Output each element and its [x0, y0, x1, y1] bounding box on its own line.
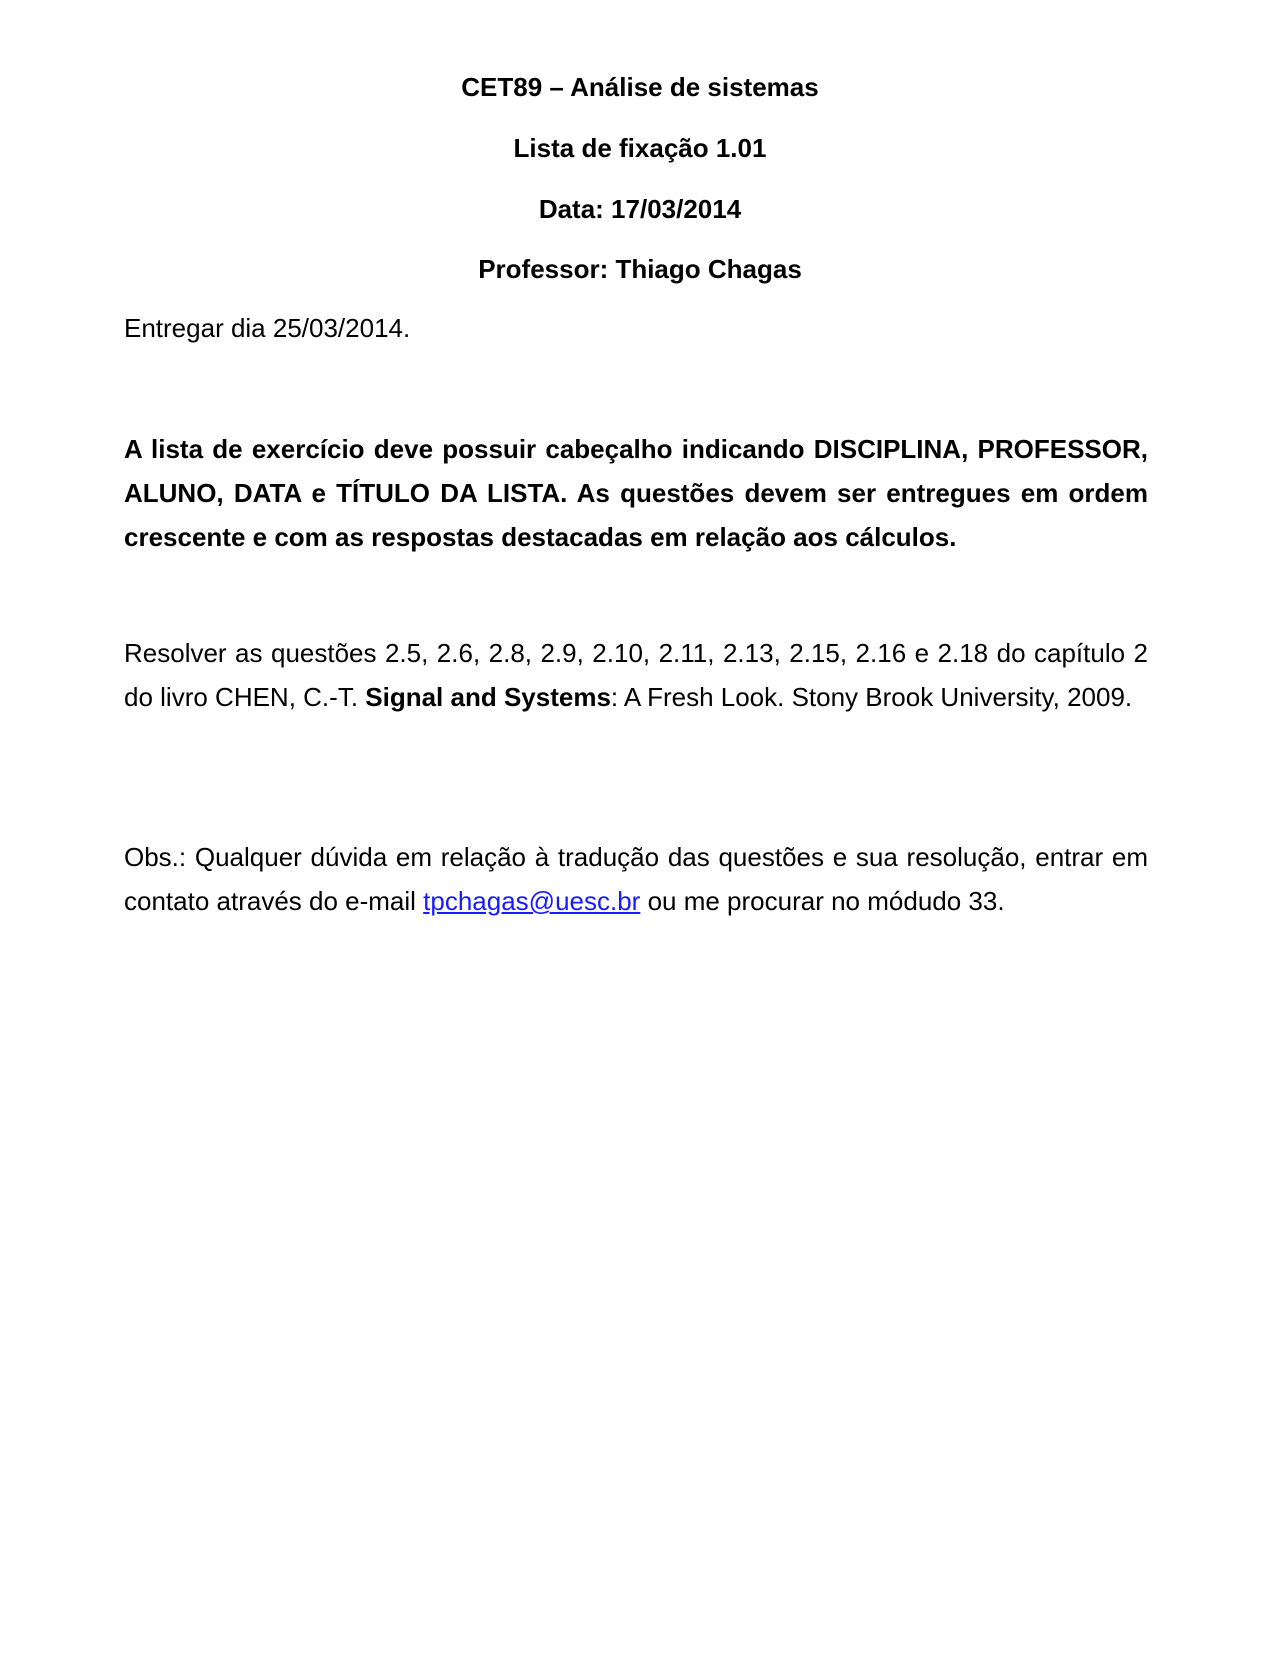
- book-title: Signal and Systems: [365, 682, 611, 712]
- assignment-prefix: Resolver as questões 2.5, 2.6, 2.8, 2.9, 2.10, 2.11, 2.13, 2.15, 2.16 e 2.18 do capítulo 2 do livro CHEN, C.-T.: [124, 638, 1148, 712]
- list-title: Lista de fixação 1.01: [513, 133, 767, 163]
- instructions-paragraph: A lista de exercício deve possuir cabeçalho indicando DISCIPLINA, PROFESSOR, ALUNO, DATA e TÍTULO DA LISTA. As questões devem ser entregues em ordem crescente e com as respostas destacadas em relação aos cálculos.: [124, 434, 1148, 552]
- professor-line: Professor: Thiago Chagas: [478, 254, 802, 284]
- email-link[interactable]: tpchagas@uesc.br: [423, 886, 641, 916]
- date-line: Data: 17/03/2014: [538, 194, 742, 224]
- observation-prefix: Obs.: Qualquer dúvida em relação à tradução das questões e sua resolução, entrar em contato através do e-mail: [124, 842, 1148, 916]
- assignment-paragraph: [124, 631, 1148, 719]
- observation-paragraph: [124, 835, 1148, 923]
- observation-suffix: ou me procurar no módudo 33.: [640, 886, 1005, 916]
- assignment-suffix: : A Fresh Look. Stony Brook University, 2009.: [610, 682, 1133, 712]
- deadline-text: Entregar dia 25/03/2014.: [124, 313, 411, 343]
- course-title: CET89 – Análise de sistemas: [461, 72, 819, 102]
